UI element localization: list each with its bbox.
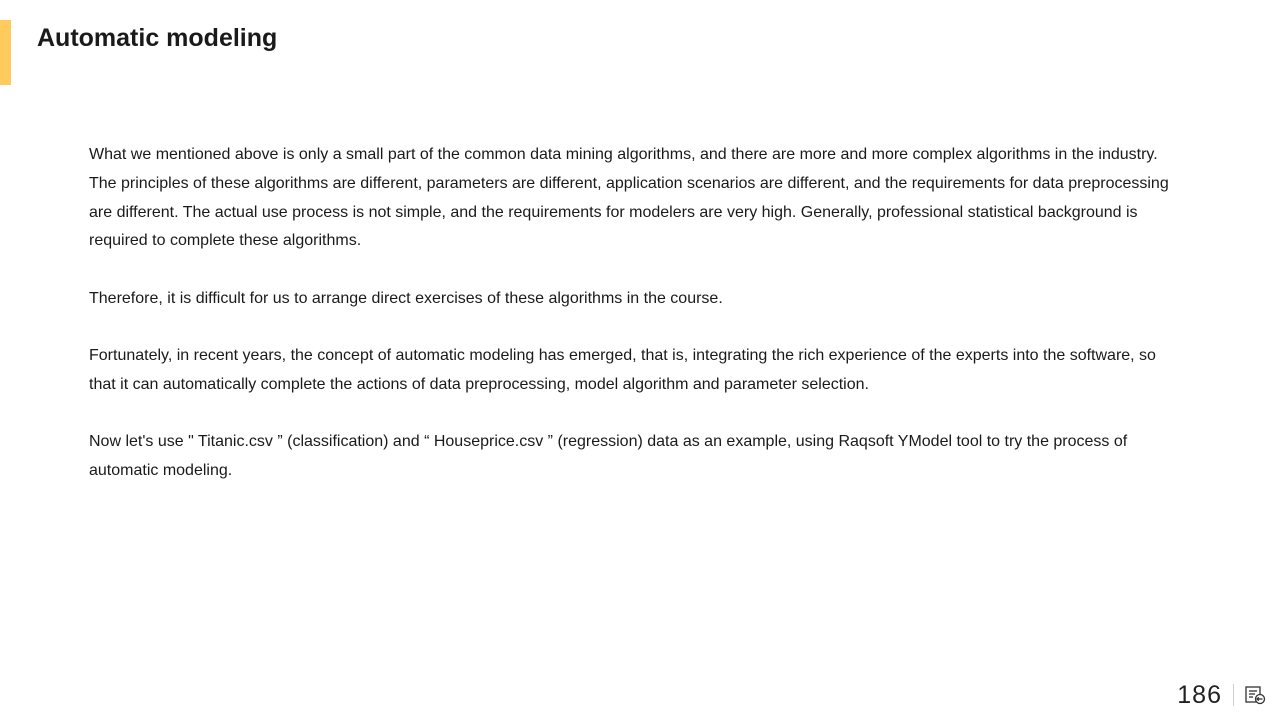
title-accent-bar (0, 20, 11, 85)
footer-divider (1233, 684, 1234, 706)
paragraph-1: What we mentioned above is only a small part of the common data mining algorithms, and there are more and more complex algorithms in the industry. The principles of these algorithms are different, parameters are different, application scenarios are different, and the requirements for data preprocessing are different. The actual use process is not simple, and the requirements for modelers are very high. Generally, professional statistical background is required to complete these algorithms. (89, 146, 1169, 250)
notes-icon[interactable] (1244, 684, 1266, 706)
slide-title: Automatic modeling (37, 24, 278, 52)
slide-footer (1177, 680, 1266, 710)
paragraph-3: Fortunately, in recent years, the concept of automatic modeling has emerged, that is, integrating the rich experience of the experts into the software, so that it can automatically complete the actions of data preprocessing, model algorithm and parameter selection. (89, 346, 1156, 393)
paragraph-4: Now let's use " Titanic.csv ” (classification) and “ Houseprice.csv ” (regression) data as an example, using Raqsoft YModel tool to try the process of automatic modeling. (89, 433, 1128, 479)
slide-body (89, 141, 1169, 514)
paragraph-2: Therefore, it is difficult for us to arrange direct exercises of these algorithms in the course. (89, 289, 723, 307)
page-number: 186 (1177, 681, 1222, 709)
